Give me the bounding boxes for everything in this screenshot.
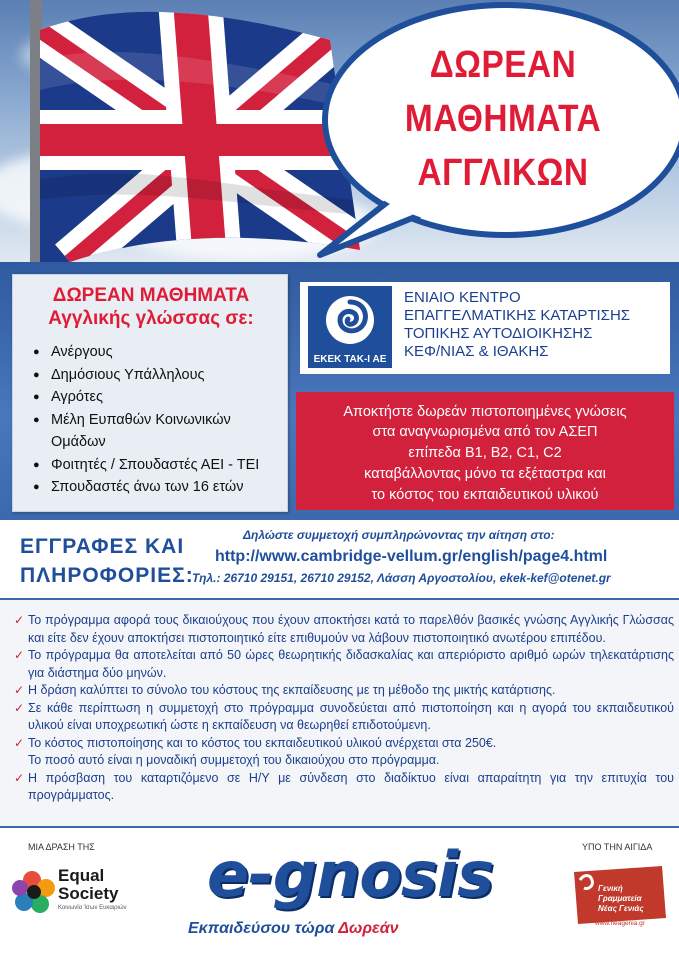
info-item: ✓ Η δράση καλύπτει το σύνολο του κόστους της εκπαίδευσης με τη μέθοδο της μικτής κατάρτισης. [14,682,674,700]
check-icon: ✓ [14,770,25,785]
target-title: ΔΩΡΕΑΝ ΜΑΘΗΜΑΤΑ [52,285,250,306]
ng-text: Γενική [598,884,623,893]
list-item: ● Φοιτητές / Σπουδαστές ΑΕΙ - ΤΕΙ [33,454,283,477]
list-item: ● Αγρότες [33,386,283,409]
check-icon: ✓ [14,683,25,697]
registration-title: ΕΓΓΡΑΦΕΣ ΚΑΙ [20,535,185,558]
registration-link[interactable]: http://www.cambridge-vellum.gr/english/page4.html [215,548,608,565]
headline-line-3: ΑΓΓΛΙΚΩΝ [417,152,589,194]
headline-line-1: ΔΩΡΕΑΝ [429,44,577,86]
ekek-logo [308,286,392,368]
registration-title: ΠΛΗΡΟΦΟΡΙΕΣ: [20,564,194,587]
target-groups-box [12,274,288,512]
registration-note: Δηλώστε συμμετοχή συμπληρώνοντας την αίτηση στο: [243,528,555,542]
egnosis-logo: e-gnosis [207,838,493,911]
info-item: ✓ Σε κάθε περίπτωση η συμμετοχή στο πρόγραμμα συνοδεύεται από πιστοποίηση και η αγορά του εκπαιδευτικού υλικού είναι υποχρεωτική ώστε η εκπαίδευση να θεωρηθεί επιδοτούμενη. [14,700,674,732]
cert-line: το κόστος του εκπαιδευτικού υλικού [371,487,599,503]
check-icon: ✓ [14,648,25,662]
org-name-line: ΕΠΑΓΓΕΛΜΑΤΙΚΗΣ ΚΑΤΑΡΤΙΣΗΣ [404,307,631,324]
list-item: ● Μέλη Ευπαθών Κοινωνικών [33,409,283,432]
org-name-line: ΤΟΠΙΚΗΣ ΑΥΤΟΔΙΟΙΚΗΣΗΣ [404,325,593,342]
check-icon: ✓ [14,735,25,750]
cert-line: καταβάλλοντας μόνο τα εξέταστρα και [364,466,606,482]
organization-box [300,282,670,374]
info-list [14,612,674,805]
list-item: ● Σπουδαστές άνω των 16 ετών [33,476,283,499]
ng-text: Νέας Γενιάς [598,904,644,913]
target-groups-list [33,341,283,499]
equal-society-name: Society [58,884,119,903]
footer [0,828,679,960]
check-icon: ✓ [14,613,25,627]
info-item: ✓ Το πρόγραμμα αφορά τους δικαιούχους που έχουν αποκτήσει κατά το παρελθόν βασικές γνώσης Αγγλικής Γλώσσας και είτε δεν έχουν αποκτήσει πιστοποιητικό είτε επιθυμούν να λάβουν πιστοποιητικό ανωτέρου επιπέδου. [14,613,674,645]
list-item: ● Δημόσιους Υπάλληλους [33,364,283,387]
equal-society-name: Equal [58,866,105,885]
info-item: ✓ Το κόστος πιστοποίησης και το κόστος του εκπαιδευτικού υλικού ανέρχεται στα 250€. [14,735,674,753]
action-label: ΜΙΑ ΔΡΑΣΗ ΤΗΣ [28,842,95,852]
details-panel [0,262,679,520]
check-icon: ✓ [14,700,25,715]
registration-section [0,520,679,598]
cert-line: Αποκτήστε δωρεάν πιστοποιημένες γνώσεις [343,404,627,420]
equal-society-tagline: Κοινωνία Ίσων Ευκαιριών [58,905,127,911]
cert-line: στα αναγνωρισμένα από τον ΑΣΕΠ [372,424,598,440]
org-name-line: ΚΕΦ/ΝΙΑΣ & ΙΘΑΚΗΣ [404,343,549,360]
info-item: ✓ Το πρόγραμμα θα αποτελείται από 50 ώρες θεωρητικής διδασκαλίας και απεριόριστο αριθμό ωρών τηλεκατάρτισης για διάστημα δύο μηνών. [14,648,674,680]
ng-text: Γραμματεία [598,894,642,903]
list-item: ● Ανέργους [33,341,283,364]
hero-banner [0,0,679,262]
org-name-line: ΕΝΙΑΙΟ ΚΕΝΤΡΟ [404,289,521,306]
cert-line: επίπεδα B1, B2, C1, C2 [408,445,562,461]
supervision-label: ΥΠΟ ΤΗΝ ΑΙΓΙΔΑ [582,842,653,852]
contact-info: Τηλ.: 26710 29151, 26710 29152, Λάσση Αργοστολίου, ekek-kef@otenet.gr [192,571,611,585]
ng-url: www.neagenia.gr [595,920,645,927]
headline-line-2: ΜΑΘΗΜΑΤΑ [404,98,602,140]
certification-box [296,392,674,510]
program-info [0,598,679,828]
egnosis-slogan: Εκπαιδεύσου τώρα Δωρεάν [188,920,399,937]
target-subtitle: Αγγλικής γλώσσας σε: [48,308,254,329]
list-item-continuation: Ομάδων [51,434,106,450]
logo-label: ΕΚΕΚ ΤΑΚ-Ι ΑΕ [313,354,387,365]
info-item: ✓ Η πρόσβαση του καταρτιζόμενο σε Η/Υ με σύνδεση στο διαδίκτυο είναι απαραίτητη για την επιτυχία του προγράμματος. [14,770,674,802]
info-item-continuation: Το ποσό αυτό είναι η μοναδική συμμετοχή του δικαιούχου στο πρόγραμμα. [28,753,440,767]
